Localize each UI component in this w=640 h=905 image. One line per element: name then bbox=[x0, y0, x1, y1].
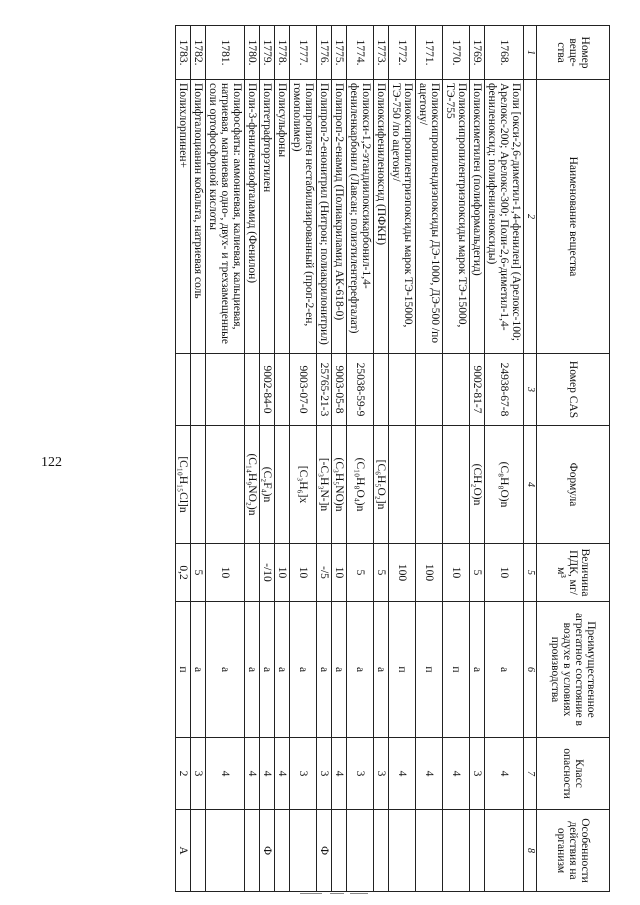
cas-number bbox=[275, 354, 290, 426]
hazard-class: 4 bbox=[485, 738, 524, 810]
aggregate-state: п bbox=[416, 602, 443, 738]
cas-number: 9003-07-0 bbox=[290, 354, 317, 426]
table-row bbox=[290, 26, 317, 892]
pdk-value: 10 bbox=[332, 544, 347, 602]
table-row bbox=[191, 26, 206, 892]
hazard-class: 3 bbox=[470, 738, 485, 810]
row-number: 1781. bbox=[206, 26, 245, 80]
pdk-value: 10 bbox=[275, 544, 290, 602]
aggregate-state: а bbox=[470, 602, 485, 738]
formula bbox=[389, 426, 416, 544]
header-formula: Формула bbox=[537, 426, 610, 544]
hazard-class: 3 bbox=[347, 738, 374, 810]
hazard-class: 3 bbox=[290, 738, 317, 810]
page-number: 122 bbox=[41, 455, 62, 470]
header-num: Номер веще-ства bbox=[537, 26, 610, 80]
aggregate-state: п bbox=[389, 602, 416, 738]
row-number: 1769. bbox=[470, 26, 485, 80]
formula: (C₃H₅NO)n bbox=[332, 426, 347, 544]
table-row bbox=[374, 26, 389, 892]
substance-name: Полифосфаты: аммониевая, калиевая, кальциевая, натриевая, магниевая одно-, двух- и трехзамещенные соли ортофосфорной кислоты bbox=[206, 80, 245, 354]
hazard-class: 3 bbox=[317, 738, 332, 810]
effect-code bbox=[347, 810, 374, 892]
column-number: 3 bbox=[524, 354, 537, 426]
aggregate-state: а bbox=[317, 602, 332, 738]
cas-number bbox=[191, 354, 206, 426]
pdk-value: 10 bbox=[206, 544, 245, 602]
row-number: 1782. bbox=[191, 26, 206, 80]
substance-name: Полиоксиметилен (полиформальдегид) bbox=[470, 80, 485, 354]
header-name: Наименование вещества bbox=[537, 80, 610, 354]
cas-number bbox=[176, 354, 191, 426]
cas-number: 9002-81-7 bbox=[470, 354, 485, 426]
aggregate-state: а bbox=[374, 602, 389, 738]
row-number: 1779. bbox=[260, 26, 275, 80]
cas-number: 25765-21-3 bbox=[317, 354, 332, 426]
formula bbox=[443, 426, 470, 544]
row-number: 1780. bbox=[245, 26, 260, 80]
aggregate-state: а bbox=[245, 602, 260, 738]
aggregate-state: а bbox=[275, 602, 290, 738]
table-row bbox=[206, 26, 245, 892]
formula bbox=[275, 426, 290, 544]
pdk-value: 5 bbox=[374, 544, 389, 602]
table-row bbox=[470, 26, 485, 892]
substance-name: Полипроп-2-енонитрил (Нитрон; полиакрилонитрил) bbox=[317, 80, 332, 354]
table-row bbox=[485, 26, 524, 892]
row-number: 1772. bbox=[389, 26, 416, 80]
row-number: 1778. bbox=[275, 26, 290, 80]
substance-name: Поли-3-фениленизофталамид (Фенилон) bbox=[245, 80, 260, 354]
table-row bbox=[260, 26, 275, 892]
formula: [C₆H₅O₂]n bbox=[374, 426, 389, 544]
effect-code bbox=[275, 810, 290, 892]
effect-code: Ф bbox=[317, 810, 332, 892]
effect-code bbox=[332, 810, 347, 892]
effect-code bbox=[443, 810, 470, 892]
row-number: 1783. bbox=[176, 26, 191, 80]
effect-code bbox=[191, 810, 206, 892]
effect-code bbox=[485, 810, 524, 892]
cas-number bbox=[416, 354, 443, 426]
scan-mark bbox=[350, 893, 368, 894]
header-cas: Номер CAS bbox=[537, 354, 610, 426]
column-number: 5 bbox=[524, 544, 537, 602]
header-pdk: Величина ПДК, мг/м³ bbox=[537, 544, 610, 602]
row-number: 1770. bbox=[443, 26, 470, 80]
pdk-value: 10 bbox=[443, 544, 470, 602]
hazard-class: 4 bbox=[206, 738, 245, 810]
effect-code bbox=[470, 810, 485, 892]
header-state: Преимущественное агрегатное состояние в воздухе в условиях производства bbox=[537, 602, 610, 738]
formula bbox=[191, 426, 206, 544]
cas-number bbox=[443, 354, 470, 426]
formula: [C₃H₆]x bbox=[290, 426, 317, 544]
hazard-class: 4 bbox=[260, 738, 275, 810]
effect-code bbox=[416, 810, 443, 892]
effect-code: А bbox=[176, 810, 191, 892]
aggregate-state: а bbox=[260, 602, 275, 738]
formula bbox=[416, 426, 443, 544]
column-number: 4 bbox=[524, 426, 537, 544]
scan-mark bbox=[330, 893, 344, 894]
substance-name: Полипроп-2-енамид (Полиакриламид АК-618-0) bbox=[332, 80, 347, 354]
aggregate-state: а bbox=[191, 602, 206, 738]
cas-number bbox=[206, 354, 245, 426]
table-row bbox=[275, 26, 290, 892]
substance-name: Полиоксифениленоксид (ПФКН) bbox=[374, 80, 389, 354]
pdk-value bbox=[245, 544, 260, 602]
rotated-table-container bbox=[55, 25, 610, 891]
hazard-class: 4 bbox=[245, 738, 260, 810]
row-number: 1777. bbox=[290, 26, 317, 80]
header-effect: Особенности действия на организм bbox=[537, 810, 610, 892]
cas-number bbox=[389, 354, 416, 426]
substance-name: Политетрафторэтилен bbox=[260, 80, 275, 354]
substance-name: Полихлорпинен+ bbox=[176, 80, 191, 354]
aggregate-state: а bbox=[332, 602, 347, 738]
hazard-class: 4 bbox=[443, 738, 470, 810]
table-header bbox=[524, 26, 610, 892]
formula: [C₁₀H₁₅Cl]n bbox=[176, 426, 191, 544]
pdk-value: 10 bbox=[485, 544, 524, 602]
formula: (C₂F₄)n bbox=[260, 426, 275, 544]
cas-number: 24938-67-8 bbox=[485, 354, 524, 426]
row-number: 1774. bbox=[347, 26, 374, 80]
substance-name: Полиокси-1,2-этандиилоксикарбонил-1,4-фениленкарбонил (Лавсан; полиэтилентерефталат) bbox=[347, 80, 374, 354]
row-number: 1776. bbox=[317, 26, 332, 80]
table-row bbox=[245, 26, 260, 892]
effect-code bbox=[245, 810, 260, 892]
column-number: 2 bbox=[524, 80, 537, 354]
column-number: 8 bbox=[524, 810, 537, 892]
effect-code: Ф bbox=[260, 810, 275, 892]
aggregate-state: а bbox=[206, 602, 245, 738]
substance-name: Полисульфоны bbox=[275, 80, 290, 354]
hazard-class: 4 bbox=[332, 738, 347, 810]
cas-number: 25038-59-9 bbox=[347, 354, 374, 426]
table-row bbox=[332, 26, 347, 892]
effect-code bbox=[389, 810, 416, 892]
cas-number bbox=[374, 354, 389, 426]
pdk-value: 5 bbox=[347, 544, 374, 602]
row-number: 1773. bbox=[374, 26, 389, 80]
scan-mark bbox=[300, 893, 322, 894]
column-number: 7 bbox=[524, 738, 537, 810]
aggregate-state: а bbox=[347, 602, 374, 738]
row-number: 1771. bbox=[416, 26, 443, 80]
effect-code bbox=[290, 810, 317, 892]
substance-name: Полиоксипропилентриэпоксиды марок ТЭ-15000, ТЭ-750 /по ацетону/ bbox=[389, 80, 416, 354]
table-row bbox=[176, 26, 191, 892]
table-body bbox=[176, 26, 524, 892]
pdk-value: -/10 bbox=[260, 544, 275, 602]
table-row bbox=[317, 26, 332, 892]
column-numbers-row bbox=[524, 26, 537, 892]
table-row bbox=[389, 26, 416, 892]
formula: (C₈H₈O)n bbox=[485, 426, 524, 544]
pdk-value: 100 bbox=[416, 544, 443, 602]
column-number: 1 bbox=[524, 26, 537, 80]
pdk-value: 0,2 bbox=[176, 544, 191, 602]
row-number: 1768. bbox=[485, 26, 524, 80]
effect-code bbox=[206, 810, 245, 892]
formula: (CH₂O)n bbox=[470, 426, 485, 544]
substance-name: Поли [окси-2,6-диметил-1,4-фенилен] (Арелокс-100; Арелокс-200; Арелокс-300; Поли-2,6-диметил-1,4-фениленоксид; полифениленоксиды) bbox=[485, 80, 524, 354]
table-row bbox=[347, 26, 374, 892]
hazard-class: 4 bbox=[275, 738, 290, 810]
hazard-class: 3 bbox=[191, 738, 206, 810]
column-number: 6 bbox=[524, 602, 537, 738]
formula: [-C₃H₃N-]n bbox=[317, 426, 332, 544]
formula bbox=[206, 426, 245, 544]
pdk-value: -/5 bbox=[317, 544, 332, 602]
substance-name: Полиоксипропилендиэпоксиды ДЭ-1000, ДЭ-500 /по ацетону/ bbox=[416, 80, 443, 354]
substance-name: Полифталоцианин кобальта, натриевая соль bbox=[191, 80, 206, 354]
hazard-class: 4 bbox=[416, 738, 443, 810]
substance-name: Полипропилен нестабилизированный (проп-2-ен, гомополимер) bbox=[290, 80, 317, 354]
header-hazard: Класс опасности bbox=[537, 738, 610, 810]
aggregate-state: п bbox=[176, 602, 191, 738]
aggregate-state: а bbox=[290, 602, 317, 738]
hazard-class: 3 bbox=[374, 738, 389, 810]
pdk-value: 5 bbox=[191, 544, 206, 602]
table-row bbox=[416, 26, 443, 892]
table-row bbox=[443, 26, 470, 892]
row-number: 1775. bbox=[332, 26, 347, 80]
pdk-value: 5 bbox=[470, 544, 485, 602]
substances-table bbox=[175, 25, 610, 892]
formula: (C₁₀H₈O₄)n bbox=[347, 426, 374, 544]
hazard-class: 4 bbox=[389, 738, 416, 810]
cas-number: 9003-05-8 bbox=[332, 354, 347, 426]
pdk-value: 100 bbox=[389, 544, 416, 602]
effect-code bbox=[374, 810, 389, 892]
substance-name: Полиоксипропилентриэпоксиды марок ТЭ-15000, ТЭ-755 bbox=[443, 80, 470, 354]
hazard-class: 2 bbox=[176, 738, 191, 810]
cas-number bbox=[245, 354, 260, 426]
cas-number: 9002-84-0 bbox=[260, 354, 275, 426]
pdk-value: 10 bbox=[290, 544, 317, 602]
formula: (C₁₄H₉NO₂)n bbox=[245, 426, 260, 544]
aggregate-state: а bbox=[485, 602, 524, 738]
aggregate-state: п bbox=[443, 602, 470, 738]
